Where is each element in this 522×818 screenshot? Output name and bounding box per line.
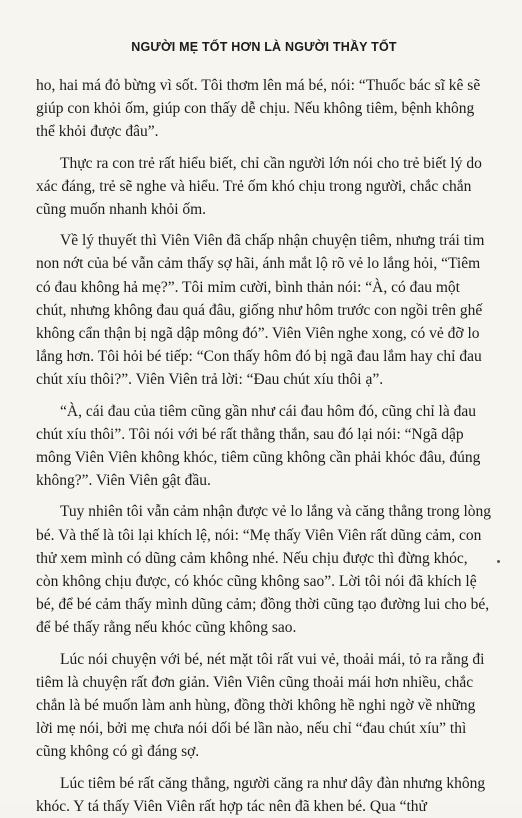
paragraph: Thực ra con trẻ rất hiểu biết, chỉ cần người lớn nói cho trẻ biết lý do xác đáng, trẻ sẽ nghe và hiểu. Trẻ ốm khó chịu trong người, chắc chắn cũng muốn nhanh khỏi ốm.: [36, 154, 482, 219]
paragraph: Lúc tiêm bé rất căng thẳng, người căng ra như dây đàn nhưng không khóc. Y tá thấy Viên Viên rất hợp tác nên đã khen bé. Qua “thử: [36, 774, 486, 815]
running-header: NGƯỜI MẸ TỐT HƠN LÀ NGƯỜI THẦY TỐT: [131, 40, 397, 54]
paragraph: “À, cái đau của tiêm cũng gần như cái đau hôm đó, cũng chỉ là đau chút xíu thôi”. Tôi nói với bé rất thẳng thắn, sau đó lại nói: “Ngã dập mông Viên Viên không khóc, tiêm cũng không cần phải khóc đâu, đúng không?”. Viên Viên gật đầu.: [36, 402, 481, 490]
paragraph: Về lý thuyết thì Viên Viên đã chấp nhận chuyện tiêm, nhưng trái tim non nớt của bé vẫn cảm thấy sợ hãi, ánh mắt lộ rõ vẻ lo lắng hỏi, “Tiêm có đau không hả mẹ?”. Tôi mỉm cười, bình thản nói: “À, có đau một chút, nhưng không đau quá đâu, giống như hôm trước con ngồi trên ghế không cẩn thận bị ngã dập mông đó”. Viên Viên nghe xong, có vẻ đỡ lo lắng hơn. Tôi hỏi bé tiếp: “Con thấy hôm đó bị ngã đau lắm hay chỉ đau chút xíu thôi?”. Viên Viên trả lời: “Đau chút xíu thôi ạ”.: [36, 232, 485, 389]
margin-dot: [497, 560, 500, 563]
paragraph: Tuy nhiên tôi vẫn cảm nhận được vẻ lo lắng và căng thẳng trong lòng bé. Và thế là tôi lại khích lệ, nói: “Mẹ thấy Viên Viên rất dũng cảm, con thử xem mình có dũng cảm không nhé. Nếu chịu được thì đừng khóc, còn không chịu được, có khóc cũng không sao”. Lời tôi nói đã khích lệ bé, để bé cảm thấy mình dũng cảm; đồng thời cũng tạo đường lui cho bé, để bé thấy rằng nếu khóc cũng không sao.: [36, 503, 491, 637]
body-text: [36, 74, 492, 818]
paragraph: Lúc nói chuyện với bé, nét mặt tôi rất vui vẻ, thoải mái, tỏ ra rằng đi tiêm là chuyện rất đơn giản. Viên Viên cũng thoải mái hơn nhiều, chắc chắn là bé muốn làm anh hùng, đồng thời không hề nghi ngờ về những lời mẹ nói, bởi mẹ chưa nói dối bé lần nào, nếu chỉ “đau chút xíu” thì cũng không có gì đáng sợ.: [36, 650, 485, 761]
paragraph: ho, hai má đỏ bừng vì sốt. Tôi thơm lên má bé, nói: “Thuốc bác sĩ kê sẽ giúp con khỏi ốm, giúp con thấy dễ chịu. Nếu không tiêm, bệnh không thể khỏi được đâu”.: [36, 77, 481, 141]
